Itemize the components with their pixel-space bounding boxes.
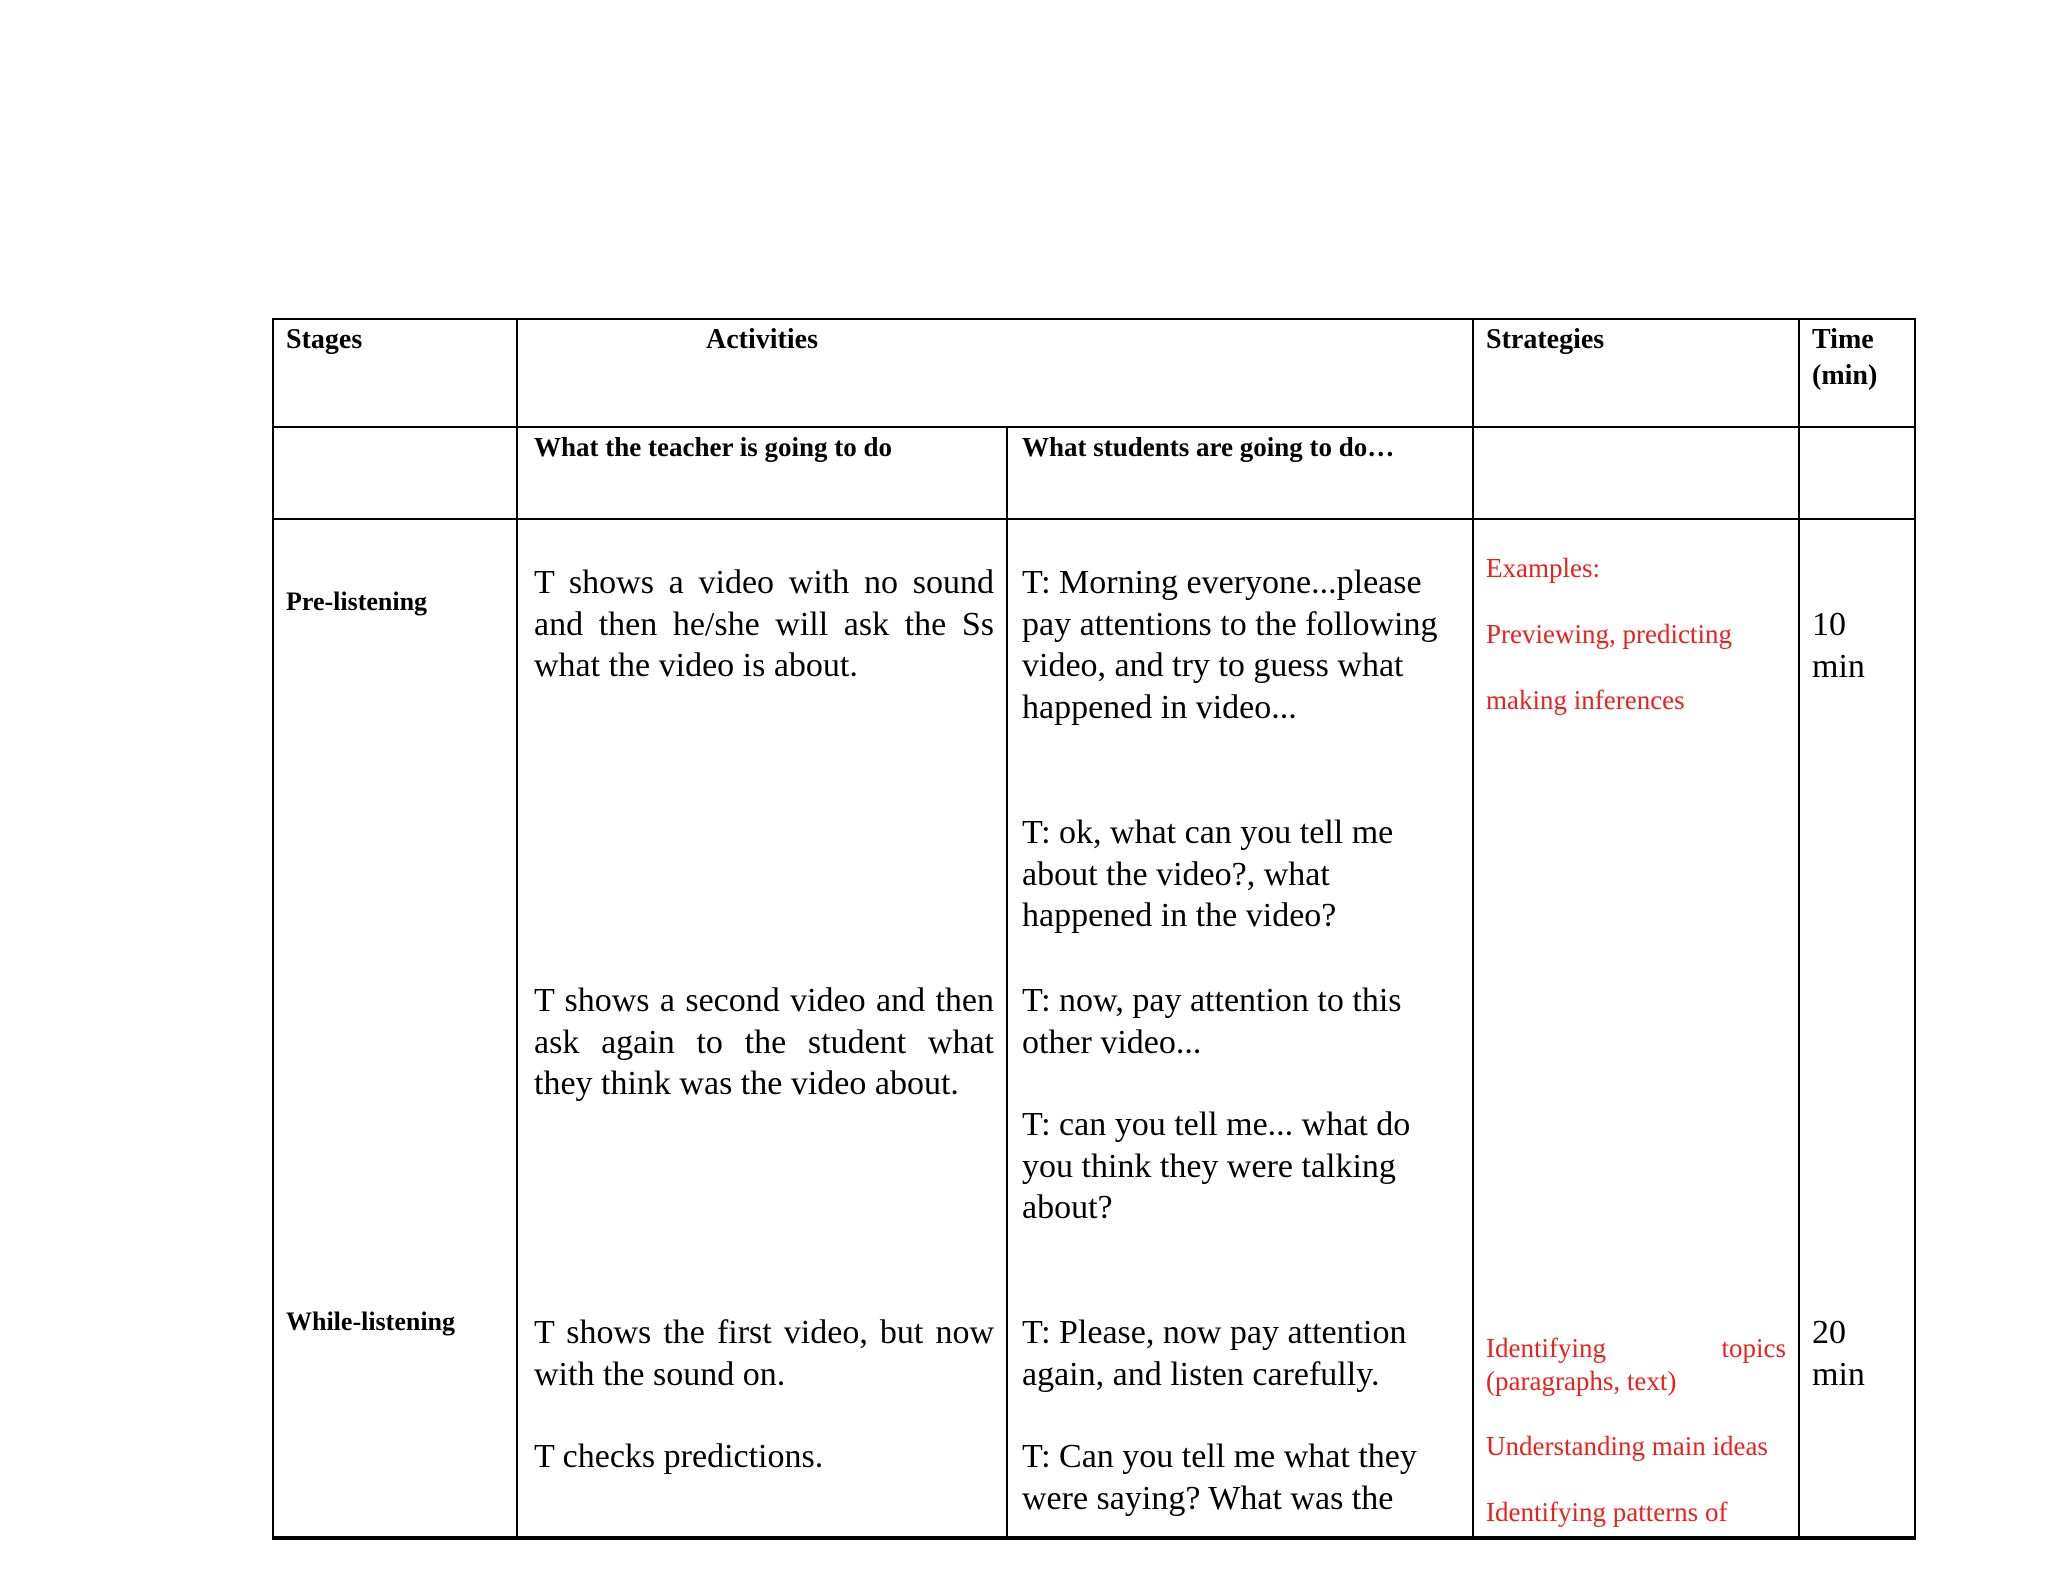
lesson-plan-table (272, 318, 1916, 1538)
column-divider (516, 318, 518, 1538)
row-divider (272, 426, 1916, 428)
strategy-identifying-topics: Identifying topics (paragraphs, text) (1486, 1333, 1786, 1396)
subheader-students: What students are going to do… (1022, 432, 1395, 462)
teacher-activity-1: T shows a video with no sound and then he/she will ask the Ss what the video is about. (534, 564, 994, 685)
stage-pre-listening: Pre-listening (286, 587, 428, 616)
student-activity-6: T: Can you tell me what they were saying? What was the (1022, 1438, 1417, 1517)
strategy-identifying-patterns: Identifying patterns of (1486, 1497, 1728, 1527)
student-activity-3: T: now, pay attention to this other video... (1022, 982, 1402, 1061)
strategy-previewing: Previewing, predicting (1486, 619, 1732, 649)
teacher-activity-2: T shows a second video and then ask again to the student what they think was the video about. (534, 982, 994, 1103)
column-divider (1798, 318, 1800, 1538)
time-pre-listening: 10 min (1812, 606, 1865, 685)
table-border-bottom (272, 1536, 1916, 1540)
student-activity-1: T: Morning everyone...please pay attentions to the following video, and try to guess what happened in video... (1022, 564, 1438, 726)
strategy-main-ideas: Understanding main ideas (1486, 1431, 1768, 1461)
header-time: Time (min) (1812, 324, 1878, 391)
strategy-inferences: making inferences (1486, 685, 1685, 715)
header-activities: Activities (706, 324, 818, 355)
header-stages: Stages (286, 324, 363, 355)
header-strategies: Strategies (1486, 324, 1605, 355)
student-activity-5: T: Please, now pay attention again, and listen carefully. (1022, 1314, 1407, 1393)
subheader-teacher: What the teacher is going to do (534, 432, 892, 462)
student-activity-4: T: can you tell me... what do you think they were talking about? (1022, 1106, 1411, 1227)
row-divider (272, 518, 1916, 520)
stage-while-listening: While-listening (286, 1307, 456, 1336)
column-divider (1472, 318, 1474, 1538)
teacher-activity-3: T shows the first video, but now with the sound on. (534, 1314, 994, 1393)
strategy-examples: Examples: (1486, 553, 1600, 583)
table-border-right (1914, 318, 1916, 1538)
student-activity-2: T: ok, what can you tell me about the video?, what happened in the video? (1022, 814, 1394, 935)
teacher-activity-4: T checks predictions. (534, 1438, 824, 1475)
column-divider (1006, 428, 1008, 1538)
table-border-left (272, 318, 274, 1538)
table-border-top (272, 318, 1916, 320)
time-while-listening: 20 min (1812, 1314, 1865, 1393)
